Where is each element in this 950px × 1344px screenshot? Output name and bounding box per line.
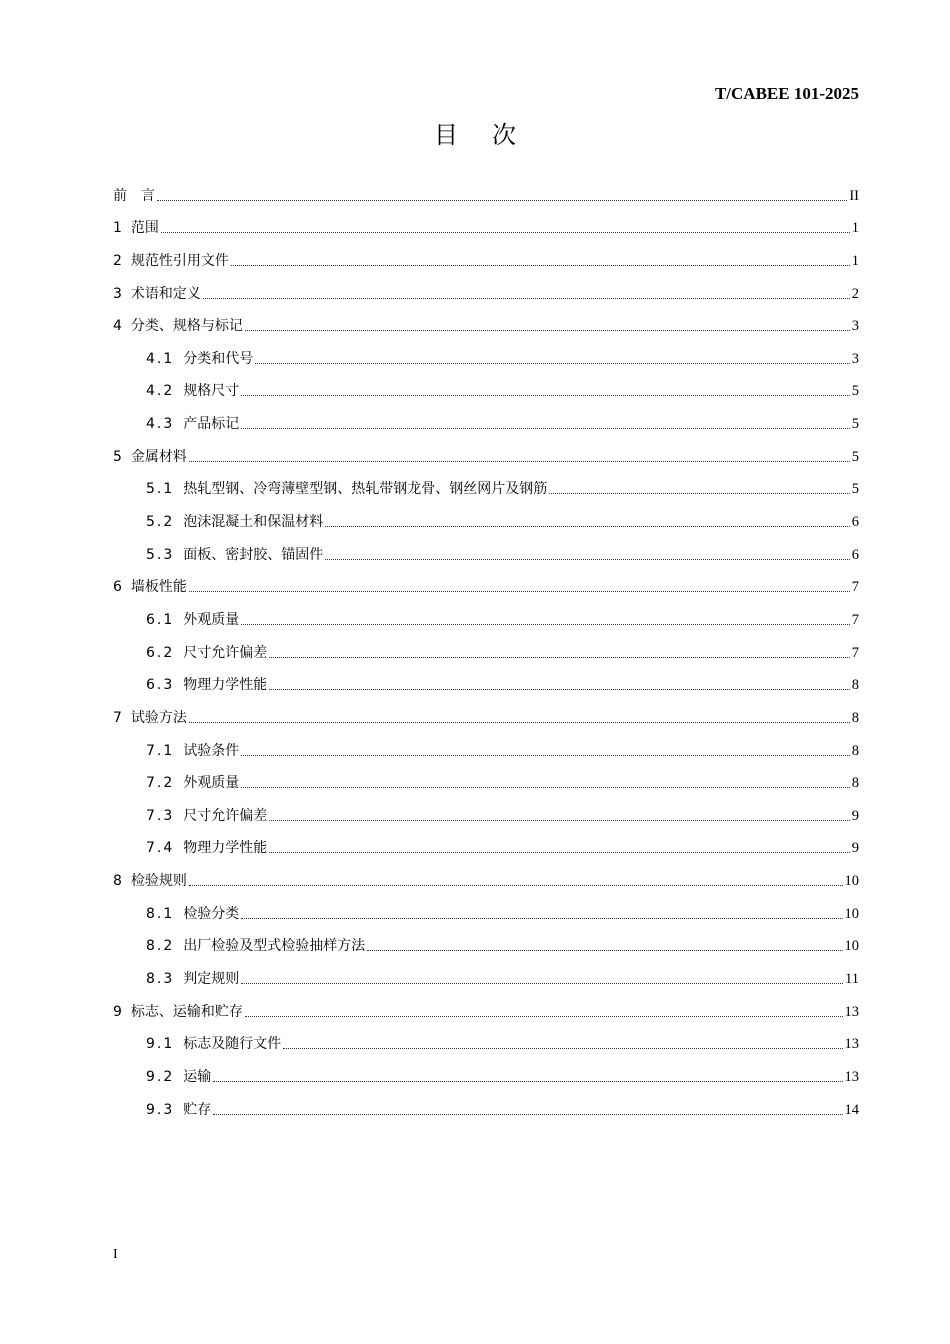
toc-entry[interactable] <box>113 894 859 927</box>
toc-leader-dots <box>189 591 850 592</box>
toc-entry-page: 7 <box>851 579 859 596</box>
toc-leader-dots <box>203 298 850 299</box>
toc-entry-page: 8 <box>851 742 859 759</box>
toc-entry[interactable] <box>113 274 859 307</box>
toc-entry-label: 外观质量 <box>183 775 240 792</box>
toc-entry[interactable] <box>113 209 859 242</box>
toc-leader-dots <box>241 624 849 625</box>
toc-entry-number: 7.1 <box>146 742 175 759</box>
toc-entry-number: 5 <box>113 448 122 465</box>
toc-entry-number: 9.2 <box>146 1068 175 1085</box>
toc-entry-number: 5.1 <box>146 481 175 498</box>
toc-entry-page: 5 <box>851 416 859 433</box>
toc-entry[interactable] <box>113 372 859 405</box>
toc-entry[interactable] <box>113 731 859 764</box>
toc-entry-number: 6.1 <box>146 611 175 628</box>
toc-entry-label: 术语和定义 <box>130 285 201 302</box>
toc-entry-page: 9 <box>851 807 859 824</box>
toc-entry-number: 5.3 <box>146 546 175 563</box>
toc-entry-label: 规格尺寸 <box>183 383 240 400</box>
document-code: T/CABEE 101-2025 <box>714 84 859 103</box>
toc-entry-page: 13 <box>844 1036 859 1053</box>
toc-leader-dots <box>269 852 849 853</box>
toc-entry-label: 范围 <box>130 220 159 237</box>
toc-entry-number: 8 <box>113 873 122 890</box>
toc-entry-label: 贮存 <box>183 1101 212 1118</box>
toc-entry-number: 6.2 <box>146 644 175 661</box>
toc-entry[interactable] <box>113 307 859 340</box>
toc-entry-number: 4.3 <box>146 416 175 433</box>
toc-entry-number: 7.2 <box>146 775 175 792</box>
toc-entry-label: 标志、运输和贮存 <box>130 1003 243 1020</box>
toc-entry-page: 1 <box>851 252 859 269</box>
toc-entry-number: 3 <box>113 285 122 302</box>
toc-entry-label: 墙板性能 <box>130 579 187 596</box>
toc-leader-dots <box>367 950 842 951</box>
toc-entry[interactable] <box>113 568 859 601</box>
toc-leader-dots <box>241 983 843 984</box>
toc-leader-dots <box>241 755 849 756</box>
toc-entry[interactable] <box>113 1090 859 1123</box>
toc-entry[interactable] <box>113 1025 859 1058</box>
toc-entry-label: 检验分类 <box>183 905 240 922</box>
toc-entry-page: 8 <box>851 709 859 726</box>
toc-entry-page: 9 <box>851 840 859 857</box>
toc-leader-dots <box>283 1048 842 1049</box>
toc-entry-number: 4 <box>113 318 122 335</box>
toc-entry-number: 8.1 <box>146 905 175 922</box>
toc-leader-dots <box>269 689 849 690</box>
toc-entry[interactable] <box>113 666 859 699</box>
toc-entry-label: 尺寸允许偏差 <box>183 644 268 661</box>
toc-entry-number: 7.4 <box>146 840 175 857</box>
toc-leader-dots <box>231 265 850 266</box>
toc-leader-dots <box>269 657 849 658</box>
toc-entry-label: 分类、规格与标记 <box>130 318 243 335</box>
toc-entry-page: 6 <box>851 546 859 563</box>
toc-entry-label: 产品标记 <box>183 416 240 433</box>
toc-entry-page: 3 <box>851 318 859 335</box>
toc-entry-page: 5 <box>851 383 859 400</box>
toc-entry[interactable] <box>113 927 859 960</box>
toc-entry-label: 出厂检验及型式检验抽样方法 <box>183 938 366 955</box>
toc-leader-dots <box>241 787 849 788</box>
toc-entry-number: 9 <box>113 1003 122 1020</box>
toc-entry-label: 泡沫混凝土和保温材料 <box>183 514 324 531</box>
toc-entry[interactable] <box>113 241 859 274</box>
toc-entry-label: 试验条件 <box>183 742 240 759</box>
toc-entry-page: 7 <box>851 644 859 661</box>
toc-entry[interactable] <box>113 600 859 633</box>
toc-entry-label: 尺寸允许偏差 <box>183 807 268 824</box>
toc-entry-number: 9.3 <box>146 1101 175 1118</box>
toc-leader-dots <box>325 559 849 560</box>
toc-leader-dots <box>189 885 843 886</box>
toc-entry[interactable] <box>113 404 859 437</box>
toc-leader-dots <box>157 200 847 201</box>
toc-entry[interactable] <box>113 959 859 992</box>
toc-entry-label: 物理力学性能 <box>183 840 268 857</box>
toc-leader-dots <box>255 363 849 364</box>
toc-entry-page: 5 <box>851 448 859 465</box>
toc-entry[interactable] <box>113 764 859 797</box>
toc-leader-dots <box>549 493 849 494</box>
toc-entry-label: 规范性引用文件 <box>130 252 229 269</box>
toc-entry[interactable] <box>113 1057 859 1090</box>
toc-entry-page: 8 <box>851 677 859 694</box>
toc-entry-number: 7 <box>113 709 122 726</box>
footer-page-number: I <box>113 1247 118 1262</box>
toc-title: 目次 <box>434 121 550 149</box>
toc-entry[interactable] <box>113 829 859 862</box>
toc-entry-page: 1 <box>851 220 859 237</box>
toc-entry[interactable] <box>113 176 859 209</box>
toc-entry-label: 运输 <box>183 1068 212 1085</box>
toc-entry-label: 金属材料 <box>130 448 187 465</box>
toc-entry-page: 6 <box>851 514 859 531</box>
toc-entry-number: 6 <box>113 579 122 596</box>
toc-entry-number: 1 <box>113 220 122 237</box>
toc-entry-label: 检验规则 <box>130 873 187 890</box>
toc-entry-label: 前 言 <box>113 187 155 204</box>
toc-entry-page: 11 <box>845 971 859 988</box>
toc-entry-page: 13 <box>844 1068 859 1085</box>
toc-entry-page: 10 <box>844 905 859 922</box>
toc-leader-dots <box>245 1016 843 1017</box>
toc-entry[interactable] <box>113 861 859 894</box>
toc-entry[interactable] <box>113 698 859 731</box>
toc-entry-number: 2 <box>113 252 122 269</box>
toc-entry-label: 外观质量 <box>183 611 240 628</box>
toc-entry-page: 10 <box>844 938 859 955</box>
toc-entry-page: 2 <box>851 285 859 302</box>
toc-leader-dots <box>241 428 849 429</box>
toc-entry-page: 10 <box>844 873 859 890</box>
toc-entry-label: 面板、密封胶、锚固件 <box>183 546 324 563</box>
toc-leader-dots <box>161 232 850 233</box>
toc-entry-number: 7.3 <box>146 807 175 824</box>
toc-entry-number: 4.1 <box>146 350 175 367</box>
toc-leader-dots <box>189 722 850 723</box>
toc-entry-number: 8.2 <box>146 938 175 955</box>
toc-entry-page: 8 <box>851 775 859 792</box>
table-of-contents <box>113 176 859 1123</box>
toc-entry[interactable] <box>113 502 859 535</box>
toc-entry-page: 13 <box>844 1003 859 1020</box>
toc-entry-page: 3 <box>851 350 859 367</box>
toc-entry[interactable] <box>113 535 859 568</box>
toc-entry[interactable] <box>113 633 859 666</box>
toc-entry-label: 判定规则 <box>183 971 240 988</box>
toc-entry-number: 8.3 <box>146 971 175 988</box>
toc-entry[interactable] <box>113 437 859 470</box>
toc-entry-page: 14 <box>844 1101 859 1118</box>
toc-entry-label: 试验方法 <box>130 709 187 726</box>
toc-entry-number: 4.2 <box>146 383 175 400</box>
toc-entry-number: 9.1 <box>146 1036 175 1053</box>
toc-leader-dots <box>213 1081 842 1082</box>
toc-entry[interactable] <box>113 992 859 1025</box>
toc-leader-dots <box>325 526 849 527</box>
toc-entry-page: 7 <box>851 611 859 628</box>
toc-entry-page: II <box>849 187 859 204</box>
toc-entry-label: 分类和代号 <box>183 350 254 367</box>
toc-leader-dots <box>213 1114 842 1115</box>
toc-entry-label: 标志及随行文件 <box>183 1036 282 1053</box>
toc-entry-number: 6.3 <box>146 677 175 694</box>
toc-entry-label: 热轧型钢、冷弯薄壁型钢、热轧带钢龙骨、钢丝网片及钢筋 <box>183 481 548 498</box>
toc-leader-dots <box>241 395 849 396</box>
toc-entry[interactable] <box>113 796 859 829</box>
toc-entry-number: 5.2 <box>146 514 175 531</box>
toc-entry-page: 5 <box>851 481 859 498</box>
toc-entry[interactable] <box>113 339 859 372</box>
toc-leader-dots <box>241 918 842 919</box>
toc-leader-dots <box>269 820 849 821</box>
toc-leader-dots <box>245 330 850 331</box>
toc-entry-label: 物理力学性能 <box>183 677 268 694</box>
toc-leader-dots <box>189 461 850 462</box>
toc-entry[interactable] <box>113 470 859 503</box>
